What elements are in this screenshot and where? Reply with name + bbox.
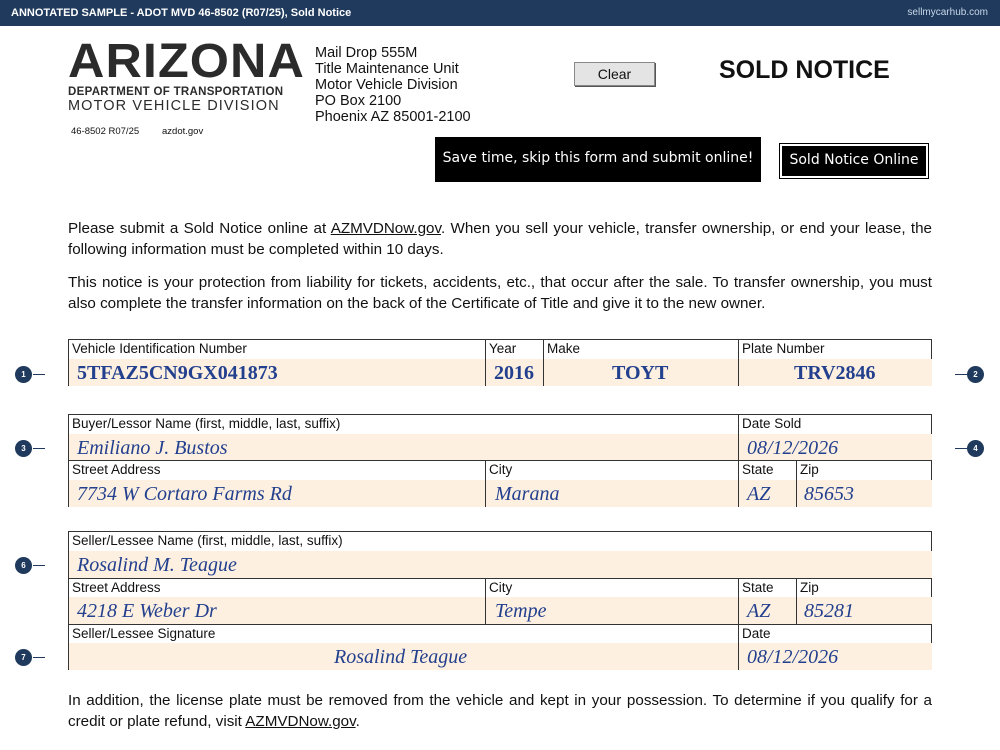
address-line: Mail Drop 555M: [315, 45, 418, 61]
adot-logo: [68, 35, 305, 114]
online-banner: Save time, skip this form and submit online!: [435, 137, 761, 182]
buyer-city-cell: City Marana: [485, 460, 738, 507]
clear-button[interactable]: Clear: [574, 62, 655, 86]
address-line: Motor Vehicle Division: [315, 77, 458, 93]
vin-cell: Vehicle Identification Number 5TFAZ5CN9GX041873: [69, 340, 485, 386]
date-sold-field[interactable]: 08/12/2026: [747, 437, 839, 459]
seller-signature-cell: Seller/Lessee Signature Rosalind Teague: [69, 624, 738, 670]
seller-date-cell: Date 08/12/2026: [738, 624, 932, 670]
logo-arizona: ARIZONA: [68, 35, 305, 88]
year-cell: Year 2016: [485, 340, 543, 386]
seller-state-cell: State AZ: [738, 578, 796, 624]
sample-title: ANNOTATED SAMPLE - ADOT MVD 46-8502 (R07/25), Sold Notice: [11, 7, 352, 19]
buyer-zip-cell: Zip 85653: [796, 460, 932, 507]
sold-notice-online-button[interactable]: Sold Notice Online: [780, 144, 928, 178]
buyer-state-cell: State AZ: [738, 460, 796, 507]
vin-field[interactable]: 5TFAZ5CN9GX041873: [77, 362, 278, 384]
annotation-marker: 2: [967, 366, 984, 383]
buyer-section: [68, 414, 932, 507]
address-line: PO Box 2100: [315, 93, 402, 109]
seller-zip-cell: Zip 85281: [796, 578, 932, 624]
year-field[interactable]: 2016: [494, 362, 534, 384]
buyer-street-cell: Street Address 7734 W Cortaro Farms Rd: [69, 460, 485, 507]
annotation-marker: 4: [967, 440, 984, 457]
buyer-zip-field[interactable]: 85653: [804, 483, 854, 505]
seller-section: [68, 531, 932, 670]
logo-division: MOTOR VEHICLE DIVISION: [68, 98, 280, 114]
seller-street-cell: Street Address 4218 E Weber Dr: [69, 578, 485, 624]
plate-field[interactable]: TRV2846: [794, 362, 876, 384]
intro-paragraph: Please submit a Sold Notice online at AZMVDNow.gov. When you sell your vehicle, transfer ownership, or end your lease, the following information must be completed within 10 days.: [68, 220, 932, 258]
address-line: Title Maintenance Unit: [315, 61, 459, 77]
buyer-street-field[interactable]: 7734 W Cortaro Farms Rd: [77, 483, 292, 505]
seller-state-field[interactable]: AZ: [747, 600, 771, 622]
form-number: 46-8502 R07/25: [71, 126, 140, 137]
top-bar: [0, 0, 1000, 26]
address-line: Phoenix AZ 85001-2100: [315, 109, 471, 125]
site-link[interactable]: sellmycarhub.com: [907, 7, 988, 18]
form-title: SOLD NOTICE: [719, 56, 890, 84]
seller-name-cell: Seller/Lessee Name (first, middle, last, suffix) Rosalind M. Teague: [69, 532, 932, 578]
azmvdnow-link[interactable]: AZMVDNow.gov: [245, 713, 356, 730]
annotation-marker: 1: [15, 366, 32, 383]
seller-zip-field[interactable]: 85281: [804, 600, 854, 622]
buyer-state-field[interactable]: AZ: [747, 483, 771, 505]
mailing-address: [315, 45, 471, 125]
buyer-city-field[interactable]: Marana: [495, 483, 560, 505]
vehicle-section: [68, 339, 932, 386]
date-sold-cell: Date Sold 08/12/2026: [738, 415, 932, 461]
make-field[interactable]: TOYT: [612, 362, 669, 384]
seller-name-field[interactable]: Rosalind M. Teague: [77, 554, 237, 576]
make-cell: Make TOYT: [543, 340, 738, 386]
seller-city-field[interactable]: Tempe: [495, 600, 547, 622]
buyer-name-cell: Buyer/Lessor Name (first, middle, last, suffix) Emiliano J. Bustos: [69, 415, 738, 461]
protection-paragraph: This notice is your protection from liability for tickets, accidents, etc., that occur after the sale. To transfer ownership, you must also complete the transfer information on the back of the Certificate of Title and give it to the new owner.: [68, 274, 932, 312]
annotation-marker: 6: [15, 557, 32, 574]
plate-cell: Plate Number TRV2846: [738, 340, 932, 386]
website: azdot.gov: [162, 126, 204, 137]
seller-city-cell: City Tempe: [485, 578, 738, 624]
annotation-marker: 3: [15, 440, 32, 457]
azmvdnow-link[interactable]: AZMVDNow.gov: [330, 220, 441, 237]
seller-date-field[interactable]: 08/12/2026: [747, 646, 839, 668]
buyer-name-field[interactable]: Emiliano J. Bustos: [77, 437, 228, 459]
seller-signature-field[interactable]: Rosalind Teague: [334, 646, 468, 668]
annotation-marker: 7: [15, 649, 32, 666]
logo-dept: DEPARTMENT OF TRANSPORTATION: [68, 86, 284, 98]
seller-street-field[interactable]: 4218 E Weber Dr: [77, 600, 217, 622]
plate-paragraph: In addition, the license plate must be removed from the vehicle and kept in your possession. To determine if you qualify for a credit or plate refund, visit AZMVDNow.gov.: [68, 692, 932, 730]
